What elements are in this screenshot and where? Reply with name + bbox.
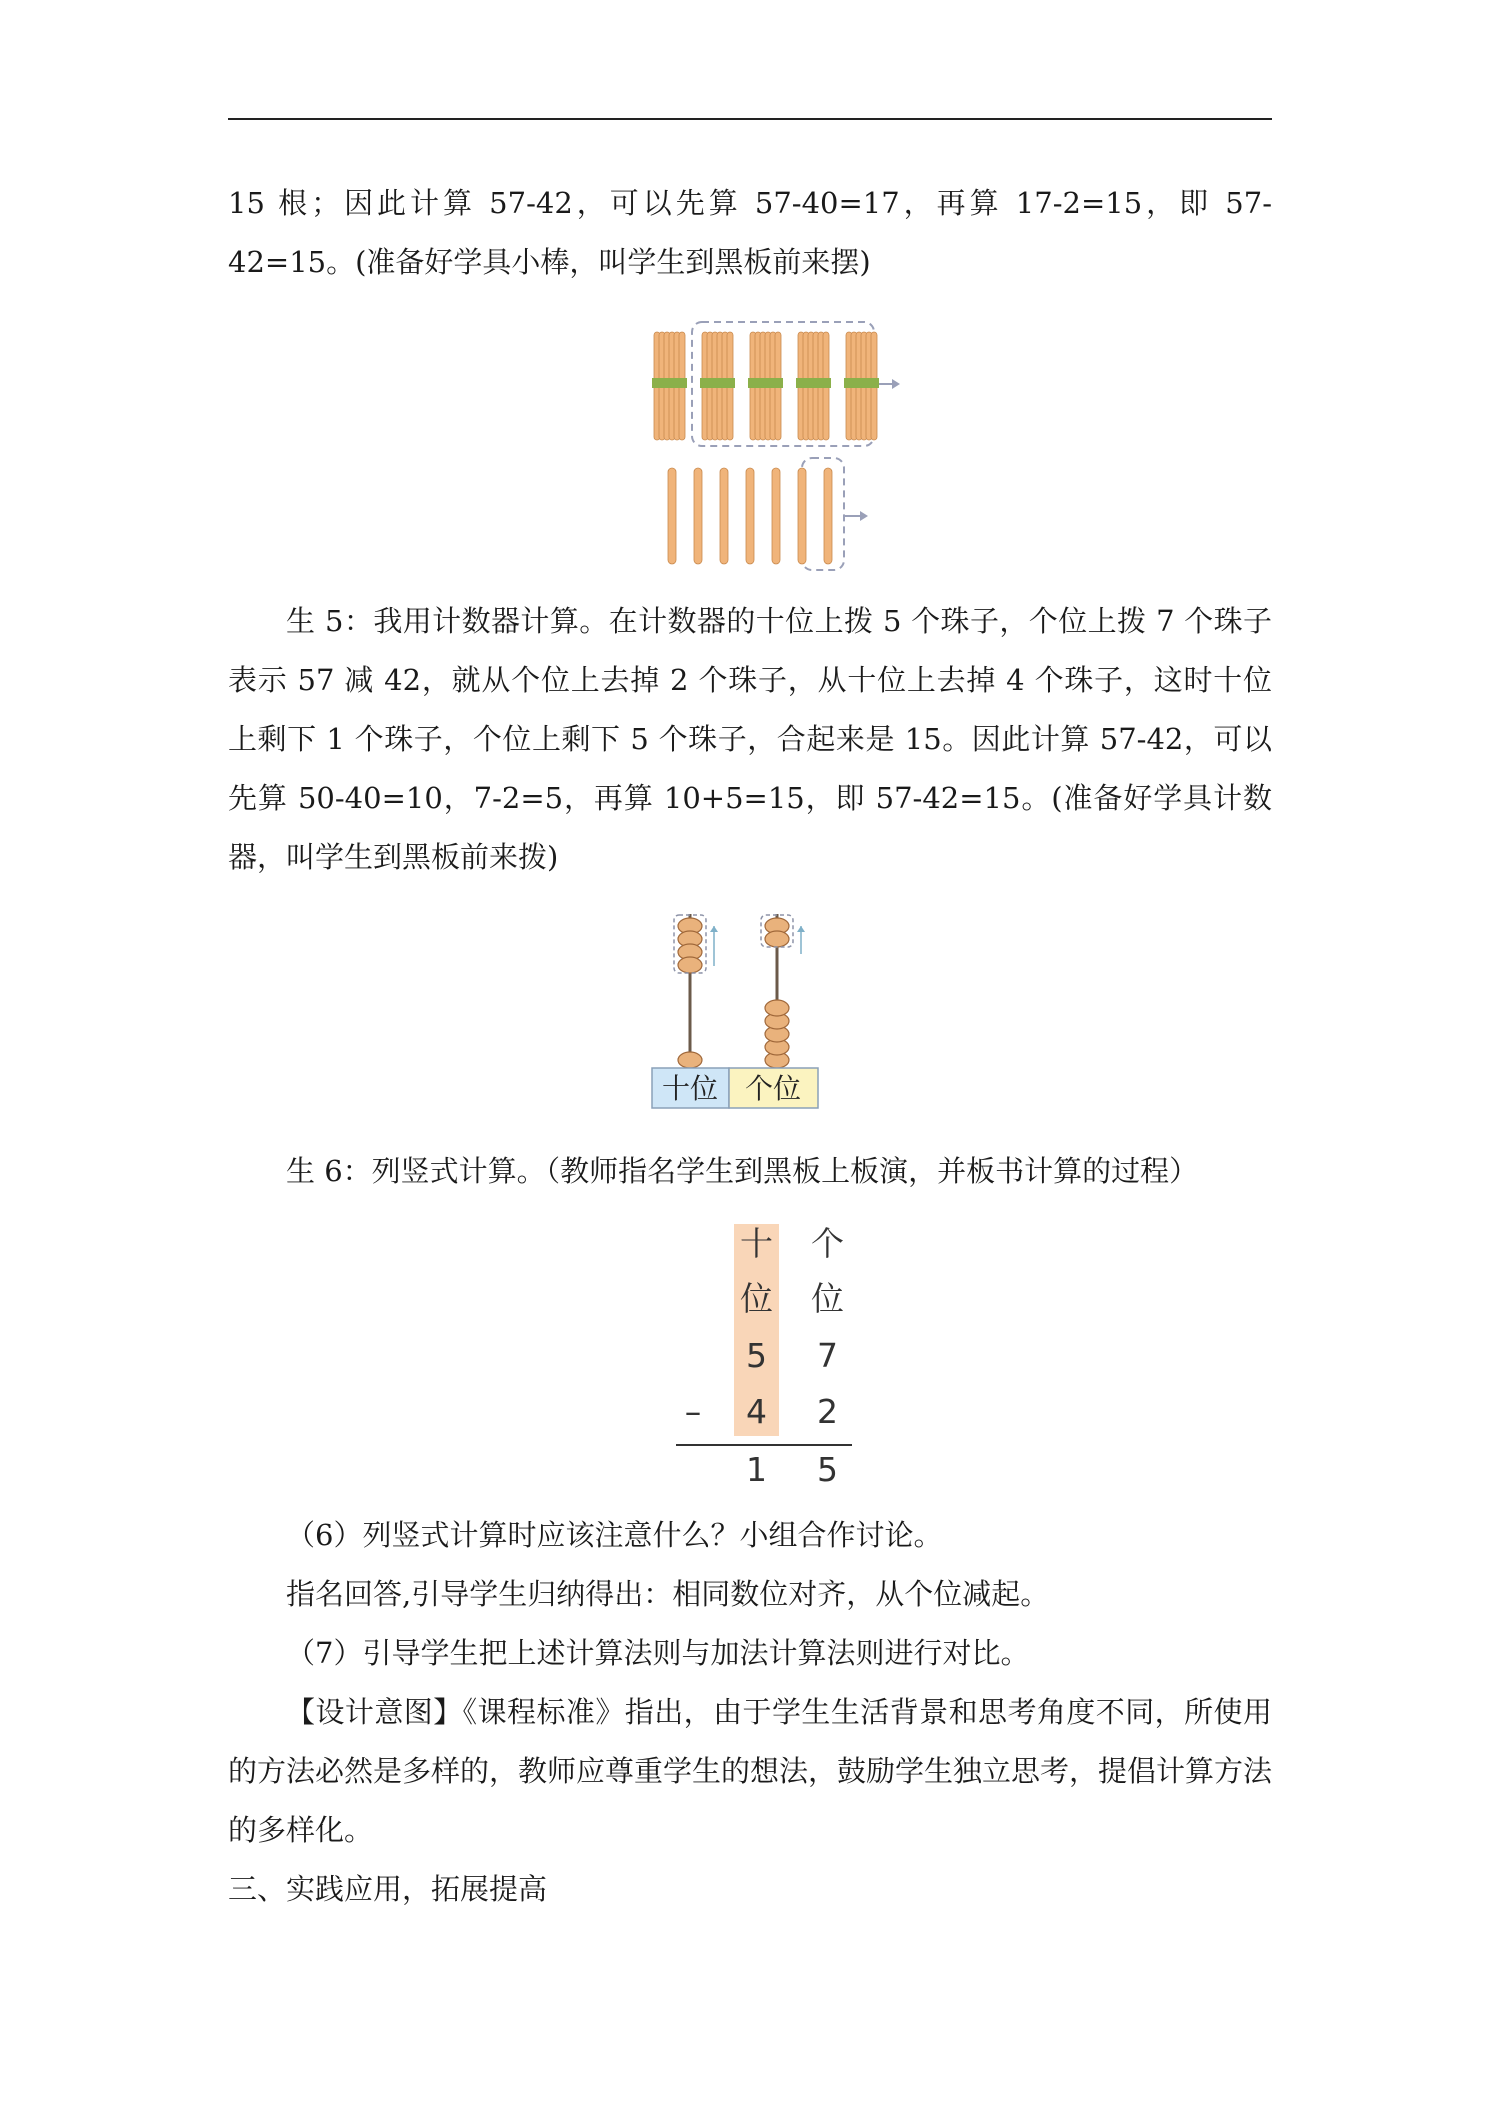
ones-removed-bead xyxy=(765,931,789,947)
header-ones-2: 位 xyxy=(811,1279,844,1318)
question-6: （6）列竖式计算时应该注意什么？小组合作讨论。 xyxy=(286,1518,943,1552)
abacus-svg xyxy=(644,904,826,1110)
minus-sign: – xyxy=(684,1392,702,1431)
paragraph-design-intent: 【设计意图】《课程标准》指出，由于学生生活背景和思考角度不同，所使用的方法必然是多样的，教师应尊重学生的想法，鼓励学生独立思考，提倡计算方法的多样化。 xyxy=(228,1695,1273,1847)
header-tens-1: 十 xyxy=(740,1224,773,1263)
single-stick xyxy=(720,468,728,564)
bundle-arrow-head xyxy=(892,379,900,389)
subtrahend-tens: 4 xyxy=(746,1392,767,1431)
answer-6: 指名回答,引导学生归纳得出：相同数位对齐，从个位减起。 xyxy=(286,1577,1050,1611)
tens-bead xyxy=(678,1052,702,1068)
result-tens: 1 xyxy=(746,1450,767,1489)
stick-bundle xyxy=(844,332,879,440)
single-stick xyxy=(746,468,754,564)
question-7: （7）引导学生把上述计算法则与加法计算法则进行对比。 xyxy=(286,1636,1030,1670)
stick-bundle xyxy=(748,332,783,440)
section-heading-3: 三、实践应用，拓展提高 xyxy=(228,1872,548,1906)
stick-arrow-head xyxy=(860,511,868,521)
tens-label: 十位 xyxy=(661,1072,719,1105)
single-stick xyxy=(824,468,832,564)
paragraph-vertical-method: 生 6：列竖式计算。（教师指名学生到黑板上板演，并板书计算的过程） xyxy=(286,1154,1199,1188)
header-tens-2: 位 xyxy=(740,1279,773,1318)
minuend-tens: 5 xyxy=(746,1336,767,1375)
ones-label: 个位 xyxy=(744,1072,802,1105)
single-stick xyxy=(668,468,676,564)
stick-bundle xyxy=(652,332,687,440)
sticks-figure xyxy=(640,318,900,574)
tens-removed-bead xyxy=(678,957,702,973)
stick-bundle xyxy=(796,332,831,440)
minuend-ones: 7 xyxy=(817,1336,838,1375)
single-stick xyxy=(772,468,780,564)
header-rule xyxy=(228,118,1272,120)
single-stick xyxy=(694,468,702,564)
paragraph-abacus-method: 生 5：我用计数器计算。在计数器的十位上拨 5 个珠子，个位上拨 7 个珠子表示 57 减 42，就从个位上去掉 2 个珠子，从十位上去掉 4 个珠子，这时十位上剩下 1 个珠子，个位上剩下 5 个珠子，合起来是 15。因此计算 57-42，可以先算 50-40=10，7-2=5，再算 10+5=15，即 57-42=15。(准备好学具计数器，叫学生到黑板前来拨) xyxy=(228,604,1272,874)
sticks-svg xyxy=(640,318,900,574)
removed-sticks-box xyxy=(802,458,844,570)
subtrahend-ones: 2 xyxy=(817,1392,838,1431)
stick-bundle xyxy=(700,332,735,440)
vertical-calculation xyxy=(676,1224,856,1490)
sum-rule xyxy=(676,1444,852,1446)
header-ones-1: 个 xyxy=(811,1224,844,1263)
result-ones: 5 xyxy=(817,1450,838,1489)
paragraph-sticks-method: 15 根；因此计算 57-42，可以先算 57-40=17，再算 17-2=15，即 57-42=15。(准备好学具小棒，叫学生到黑板前来摆) xyxy=(228,186,1272,279)
abacus-figure xyxy=(644,904,826,1110)
single-stick xyxy=(798,468,806,564)
ones-bead xyxy=(765,1000,789,1016)
